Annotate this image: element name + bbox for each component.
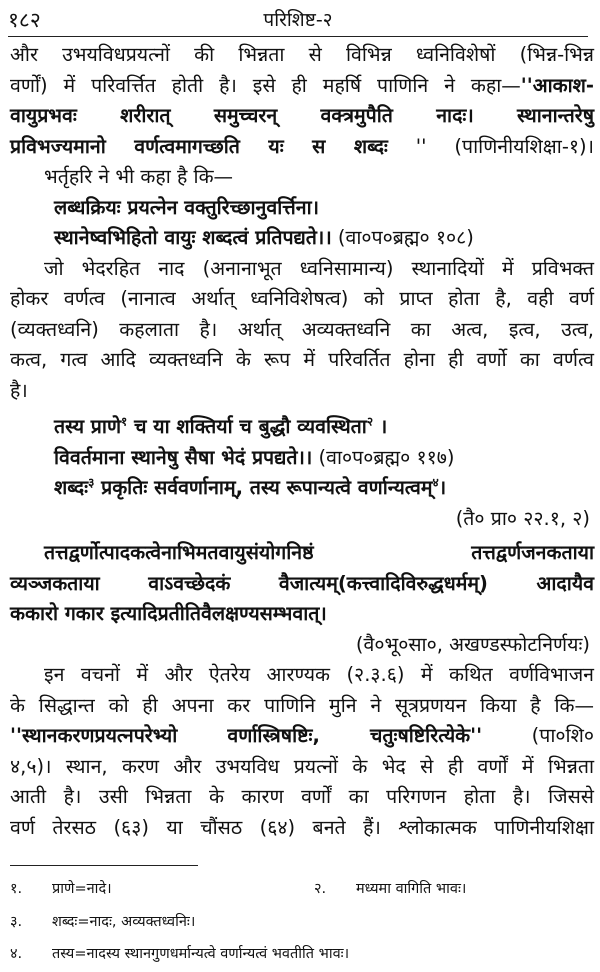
footnote — [10, 944, 594, 964]
quote-line — [10, 132, 594, 163]
footnote — [10, 881, 112, 897]
sanskrit-line — [10, 538, 594, 569]
verse-text: स्थानेष्वभिहितो वायुः शब्दत्वं प्रतिपद्यते।। — [54, 226, 332, 249]
sanskrit-text: व्यञ्जकताया वाऽवच्छेदकं वैजात्यम्(कत्त्वादिविरुद्धधर्मम्) आदायैव — [10, 571, 594, 595]
quote-text: प्रविभज्यमानो वर्णत्वमागच्छति यः स शब्दः — [10, 134, 388, 158]
sanskrit-line — [10, 599, 594, 630]
text-line: वर्ण तेरसठ (६३) या चौंसठ (६४) बनते हैं। श्लोकात्मक पाणिनीयशिक्षा — [10, 815, 594, 839]
footnote-text: मध्यमा वागिति भावः। — [356, 881, 467, 897]
footnote-text: प्राणे=नादे। — [52, 881, 112, 897]
verse-text: । — [373, 415, 388, 438]
sanskrit-text: ककारो गकार इत्यादिप्रतीतिवैलक्षण्यसम्भवात्। — [10, 602, 327, 625]
quote-text: वायुप्रभवः शरीरात् समुच्चरन् वक्त्रमुपैति नादः। स्थानान्तरेषु — [10, 104, 594, 127]
quote-text: ''स्थानकरणप्रयत्नपरेभ्यो वर्णास्त्रिषष्टिः, चतुःषष्टिरित्येके'' — [10, 724, 483, 747]
citation: (तै० प्रा० २२.१, २) — [455, 506, 590, 530]
footnote-row — [10, 879, 594, 899]
page-title: परिशिष्ट-२ — [263, 9, 333, 31]
citation: (वै०भू०सा०, अखण्डस्फोटनिर्णयः) — [355, 632, 590, 656]
citation: (पा०शि० — [482, 724, 594, 747]
page-number: १८२ — [8, 8, 41, 32]
main-text — [10, 40, 594, 843]
verse-line — [54, 223, 594, 254]
footnote-marker: २ — [366, 414, 374, 429]
text-line: होकर वर्णत्व (नानात्व अर्थात् ध्वनिविशेषत्व) को प्राप्त होता है, वही वर्ण — [10, 287, 594, 310]
verse-line — [54, 443, 594, 474]
verse-line — [54, 473, 594, 504]
footnote-marker: ३ — [88, 475, 95, 490]
text-line: (व्यक्तध्वनि) कहलाता है। अर्थात् अव्यक्तध्वनि का अत्व, इत्व, उत्व, — [10, 317, 594, 341]
verse-text: शब्दः — [54, 476, 89, 499]
text-line: भर्तृहरि ने भी कहा है कि— — [44, 165, 234, 188]
quote-line — [10, 101, 594, 132]
verse-text: प्रकृतिः सर्ववर्णानाम्, तस्य रूपान्यत्वे वर्णान्यत्वम् — [94, 476, 433, 499]
verse-text: । — [438, 476, 447, 499]
quote-start: ''आकाश- — [520, 73, 594, 97]
text-line: इन वचनों में और ऐतरेय आरण्यक (२.३.६) में कथित वर्णविभाजन — [44, 663, 594, 686]
text-line — [10, 71, 594, 102]
sanskrit-line — [10, 569, 594, 600]
verse-text: विवर्तमाना स्थानेषु सैषा भेदं प्रपद्यते।। — [54, 445, 313, 469]
footnote-number: ४. — [10, 946, 23, 962]
text-line: जो भेदरहित नाद (अनानाभूत ध्वनिसामान्य) स्थानादियों में प्रविभक्त — [44, 256, 594, 280]
footnote-text: शब्दः=नादः, अव्यक्तध्वनिः। — [52, 914, 196, 930]
text-line: ४,५)। स्थान, करण और उभयविध प्रयत्नों के भेद से ही वर्णों में भिन्नता — [10, 754, 594, 778]
text-line: कत्व, गत्व आदि व्यक्तध्वनि के रूप में परिवर्तित होना ही वर्णो का वर्णत्व — [10, 348, 594, 371]
footnote-divider — [10, 865, 198, 866]
text-line: है। — [10, 378, 28, 402]
citation: (वा०प०ब्रह्म० १०८) — [331, 226, 474, 249]
page-header — [8, 2, 588, 37]
footnote-marker: १ — [121, 414, 128, 429]
footnote-text: तस्य=नादस्य स्थानगुणधर्मान्यत्वे वर्णान्यत्वं भवतीति भावः। — [52, 946, 350, 962]
verse-text: च या शक्तिर्या च बुद्धौ व्यवस्थिता — [127, 415, 367, 438]
footnote — [314, 879, 466, 899]
citation: (वा०प०ब्रह्म० ११७) — [312, 445, 455, 469]
quote-line — [10, 721, 594, 752]
footnote-marker: ४ — [432, 475, 439, 490]
citation: '' (पाणिनीयशिक्षा-१)। — [387, 134, 594, 158]
verse-line — [54, 412, 594, 443]
text-span: वर्णों) में परिवर्त्तित होती है। इसे ही महर्षि पाणिनि ने कहा— — [10, 73, 521, 97]
text-line: और उभयविधप्रयत्नों की भिन्नता से विभिन्न ध्वनिविशेषों (भिन्न-भिन्न — [10, 43, 594, 66]
verse-text: तस्य प्राणे — [54, 415, 122, 438]
verse-line: लब्धक्रियः प्रयत्नेन वक्तुरिच्छानुवर्त्तिना। — [54, 195, 320, 219]
sanskrit-text: तत्तद्वर्णोत्पादकत्वेनाभिमतवायुसंयोगनिष्ठं तत्तद्वर्णजनकताया — [44, 541, 594, 564]
footnote-number: १. — [10, 881, 23, 897]
footnote-number: ३. — [10, 914, 23, 930]
footnote — [10, 912, 594, 932]
text-line: के सिद्धान्त को ही अपना कर पाणिनि मुनि ने सूत्रप्रणयन किया है कि— — [10, 693, 594, 717]
footnote-number: २. — [314, 881, 327, 897]
text-line: आती है। उसी भिन्नता के कारण वर्णों का परिगणन होता है। जिससे — [10, 785, 594, 808]
